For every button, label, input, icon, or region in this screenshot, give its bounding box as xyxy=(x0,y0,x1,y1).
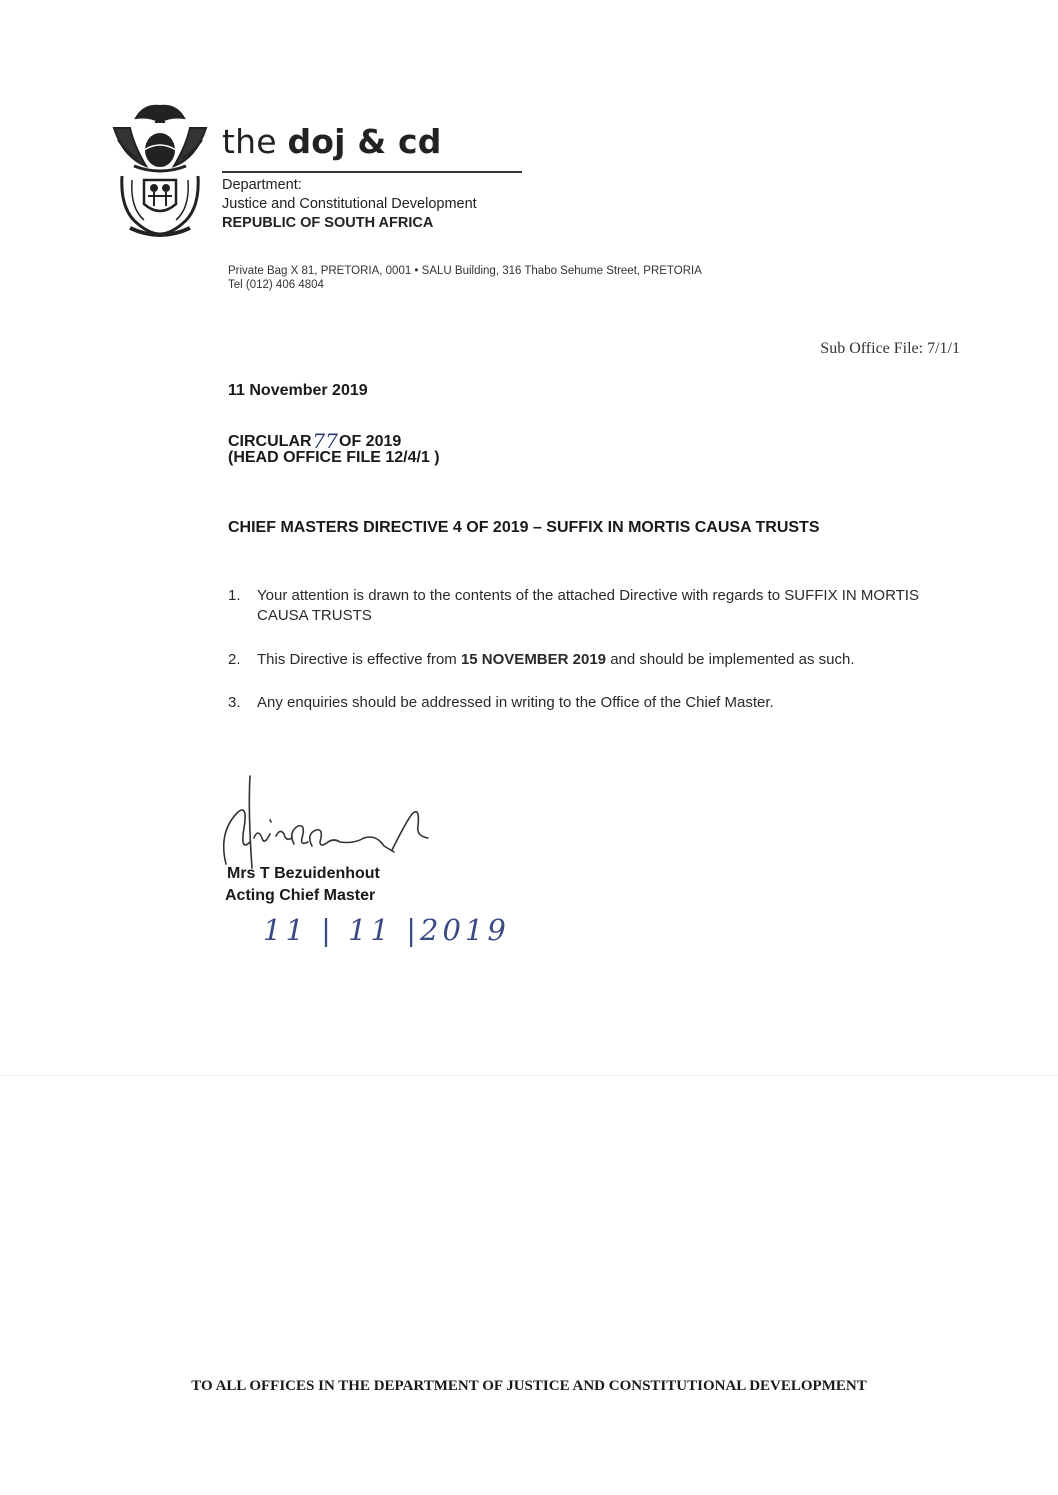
circular-prefix: CIRCULAR xyxy=(228,433,312,450)
department-name: Justice and Constitutional Development xyxy=(222,196,477,212)
list-item-number: 1. xyxy=(228,587,241,604)
subject-heading: CHIEF MASTERS DIRECTIVE 4 OF 2019 – SUFFIX IN MORTIS CAUSA TRUSTS xyxy=(228,519,820,536)
department-logo-wordmark xyxy=(222,122,442,161)
distribution-footer: TO ALL OFFICES IN THE DEPARTMENT OF JUSTICE AND CONSTITUTIONAL DEVELOPMENT xyxy=(191,1378,867,1394)
signatory-name: Mrs T Bezuidenhout xyxy=(227,865,380,882)
circular-number-line xyxy=(228,427,401,451)
list-item xyxy=(228,586,968,628)
letter-date: 11 November 2019 xyxy=(228,382,368,399)
list-item-text-after: and should be implemented as such. xyxy=(606,651,855,668)
page-fold-line xyxy=(0,1075,1058,1076)
handwritten-signature xyxy=(214,772,444,872)
list-item xyxy=(228,650,968,672)
logo-divider xyxy=(222,171,522,173)
circular-handwritten-number: 77 xyxy=(312,429,338,453)
signatory-title: Acting Chief Master xyxy=(225,887,376,904)
logo-bold: doj & cd xyxy=(287,122,442,161)
logo-prefix: the xyxy=(222,122,277,161)
list-item-text xyxy=(257,650,957,670)
list-item-text: Any enquiries should be addressed in writing to the Office of the Chief Master. xyxy=(257,694,774,711)
handwritten-date: 11 | 11 |2019 xyxy=(263,913,510,947)
circular-suffix: OF 2019 xyxy=(339,433,402,450)
postal-address: Private Bag X 81, PRETORIA, 0001 • SALU Building, 316 Thabo Sehume Street, PRETORIA xyxy=(228,265,702,277)
telephone-number: Tel (012) 406 4804 xyxy=(228,279,324,291)
coat-of-arms-icon xyxy=(104,100,216,240)
list-item-text-before: This Directive is effective from xyxy=(257,651,461,668)
sub-office-file-reference: Sub Office File: 7/1/1 xyxy=(820,340,960,357)
list-item-number: 2. xyxy=(228,651,241,668)
effective-date: 15 NOVEMBER 2019 xyxy=(460,651,607,668)
department-country: REPUBLIC OF SOUTH AFRICA xyxy=(222,215,434,231)
list-item xyxy=(228,693,968,715)
list-item-text: Your attention is drawn to the contents of the attached Directive with regards to SUFFIX IN MORTIS CAUSA TRUSTS xyxy=(257,587,919,624)
head-office-file-reference: (HEAD OFFICE FILE 12/4/1 ) xyxy=(228,449,440,466)
department-label: Department: xyxy=(222,177,302,193)
list-item-number: 3. xyxy=(228,694,241,711)
